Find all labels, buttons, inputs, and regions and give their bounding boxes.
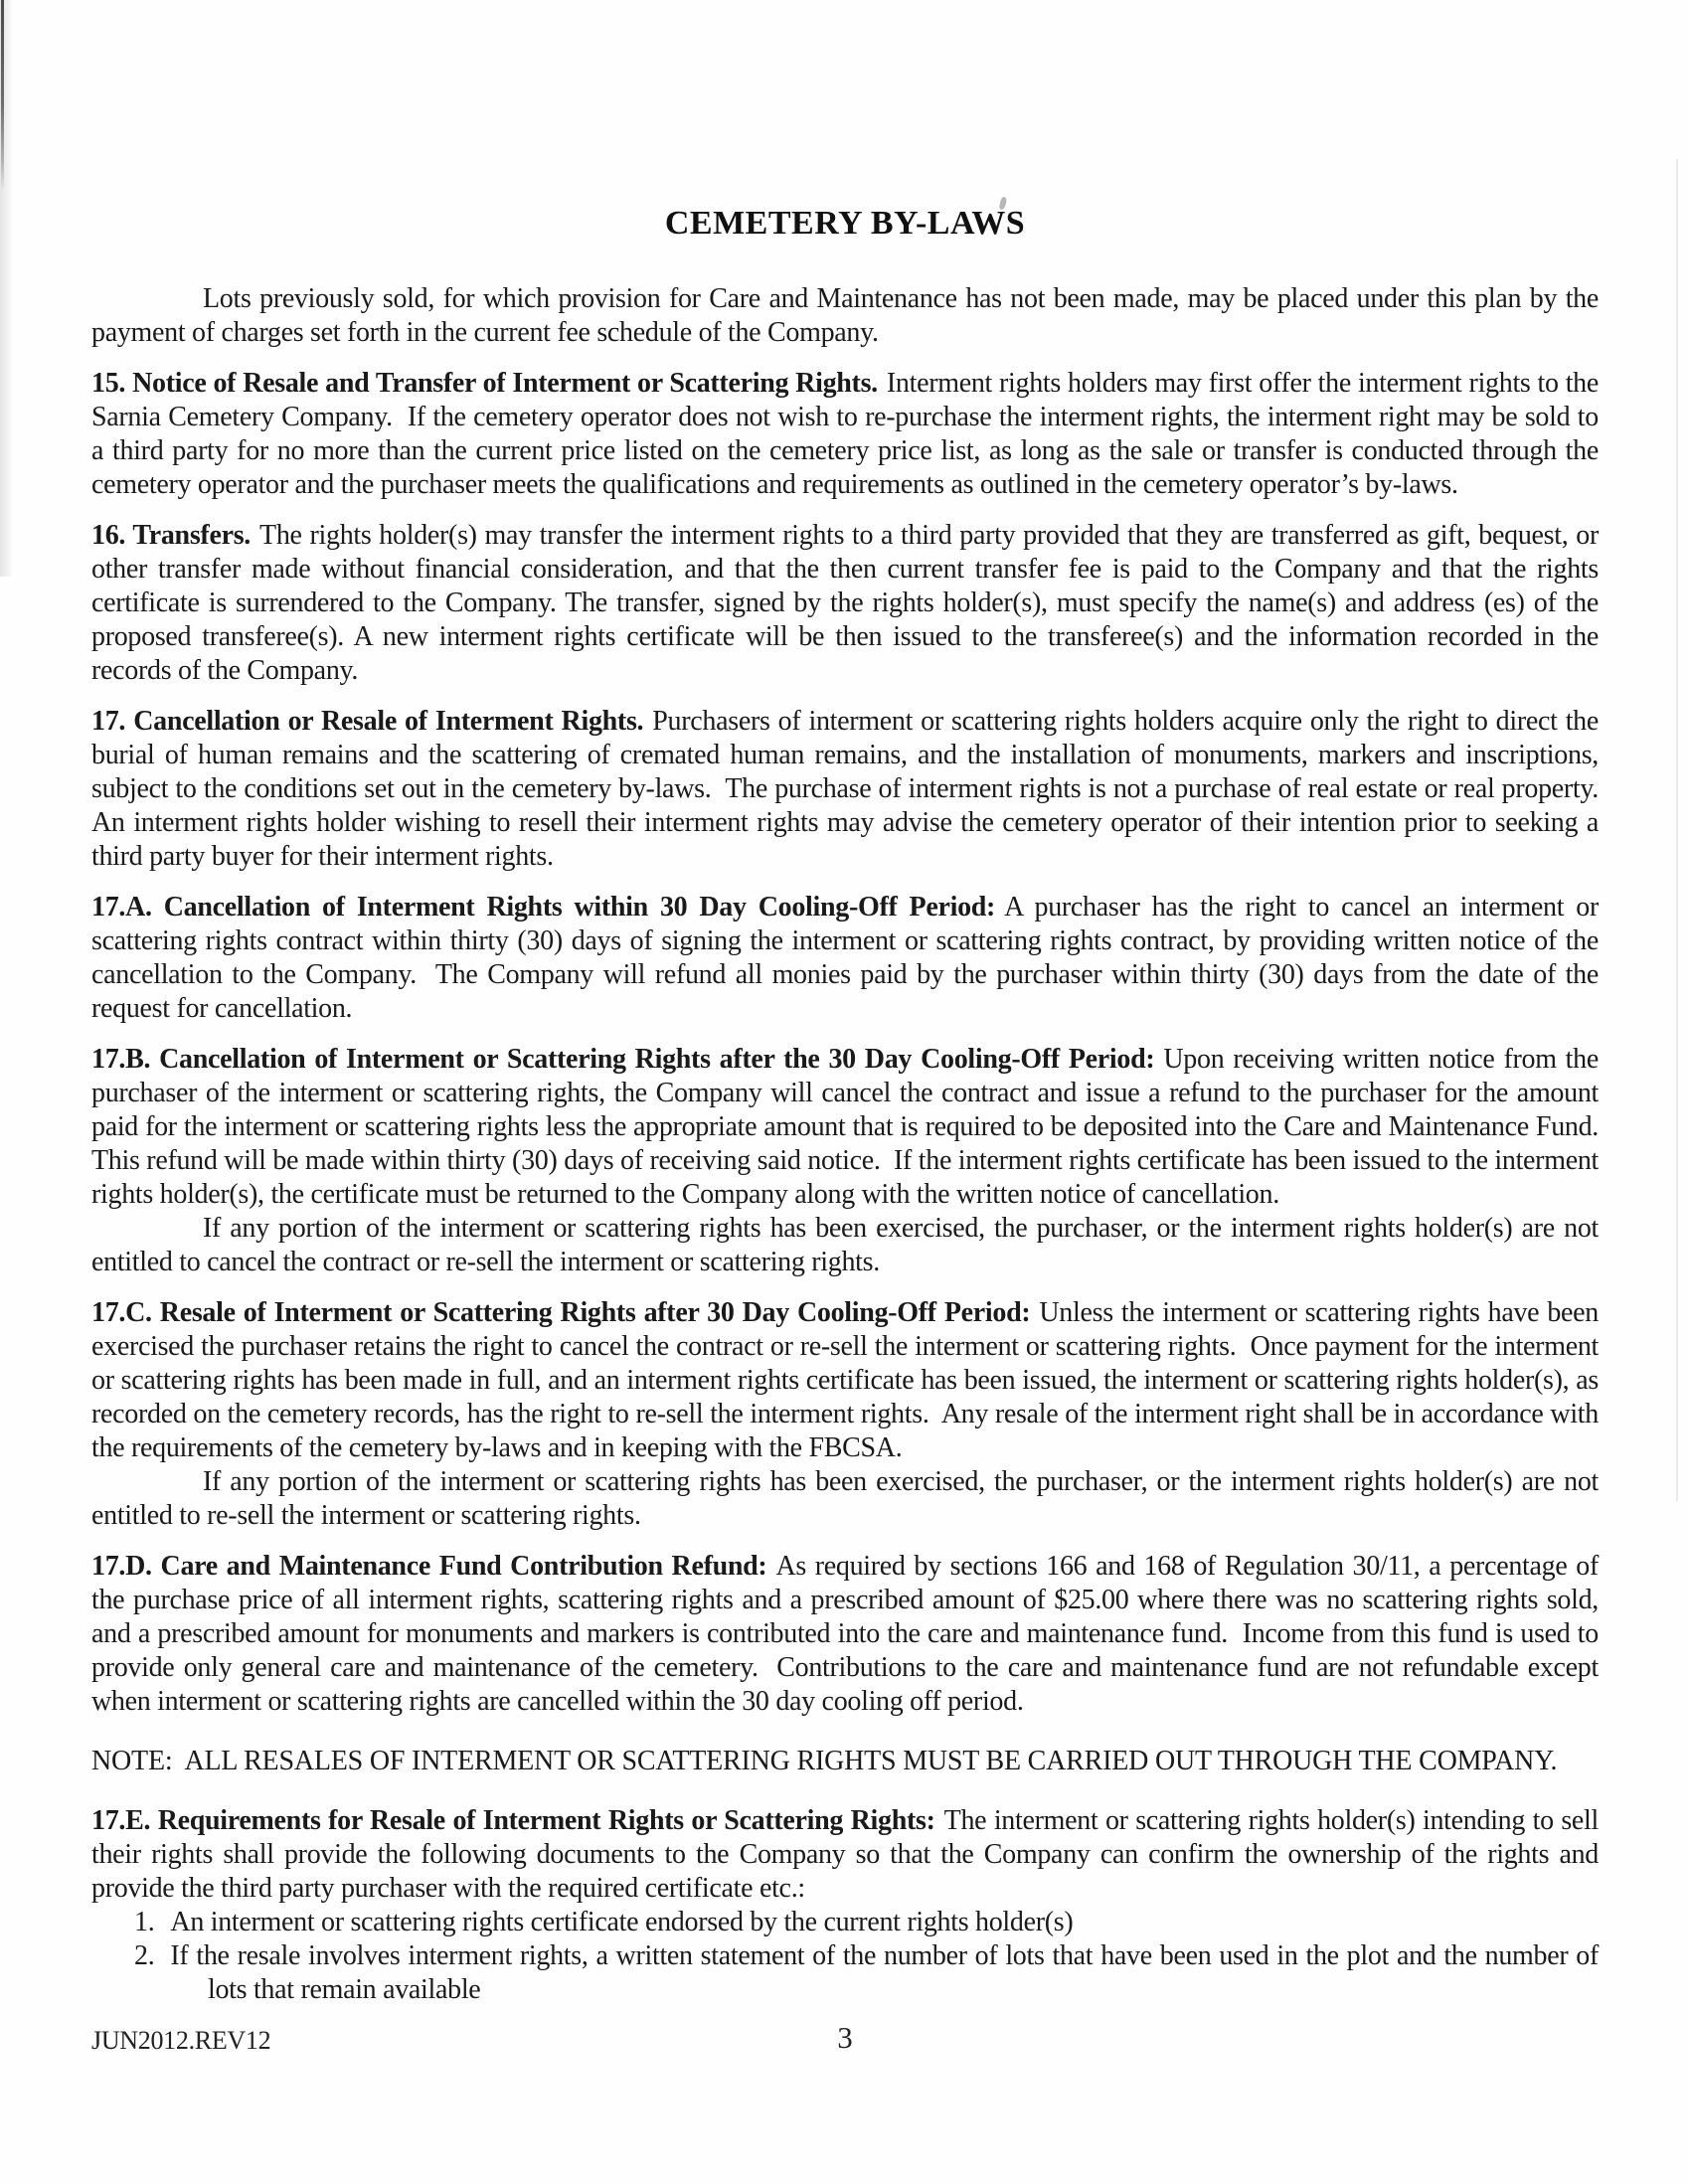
list-item-2: [91, 1939, 1605, 2007]
scan-artifact-right-line: [1676, 159, 1678, 1501]
intro-text: Lots previously sold, for which provision for Care and Maintenance has not been made, may be placed under this plan by the payment of charges set forth in the current fee schedule of the Company.: [91, 283, 1605, 348]
section-17b-body-2: If any portion of the interment or scattering rights has been exercised, the purchaser, or the interment rights holder(s) are not entitled to cancel the contract or re-sell the interment or scattering rights.: [91, 1213, 1605, 1277]
page-footer: [91, 2020, 1599, 2070]
page-title: CEMETERY BY-LAWS: [664, 205, 1026, 242]
section-17b-paragraph-2: [91, 1212, 1605, 1279]
intro-paragraph: [91, 282, 1605, 350]
section-15-body: Interment rights holders may first offer the interment rights to the Sarnia Cemetery Company. If the cemetery operator does not wish to re-purchase the interment rights, the interment right may be sold to a third party for no more than the current price listed on the cemetery price list, as long as the sale or transfer is conducted through the cemetery operator and the purchaser meets the qualifications and requirements as outlined in the cemetery operator’s by-laws.: [91, 368, 1605, 500]
list-item-1-text: An interment or scattering rights certificate endorsed by the current rights holder(s): [170, 1907, 1074, 1937]
list-item-1-number: 1.: [134, 1907, 155, 1937]
section-17c-paragraph: [91, 1296, 1605, 1465]
section-17b-body: Upon receiving written notice from the purchaser of the interment or scattering rights, the Company will cancel the contract and issue a refund to the purchaser for the amount paid for the interment or scattering rights less the appropriate amount that is required to be deposited into the Care and Maintenance Fund. This refund will be made within thirty (30) days of receiving said notice. If the interment rights certificate has been issued to the interment rights holder(s), the certificate must be returned to the Company along with the written notice of cancellation.: [91, 1044, 1612, 1210]
section-17a-heading: 17.A. Cancellation of Interment Rights within 30 Day Cooling-Off Period:: [91, 892, 996, 923]
section-17c-body-2: If any portion of the interment or scattering rights has been exercised, the purchaser, or the interment rights holder(s) are not entitled to re-sell the interment or scattering rights.: [91, 1466, 1605, 1531]
requirements-list: [91, 1906, 1605, 2007]
section-17c-body: Unless the interment or scattering rights have been exercised the purchaser retains the right to cancel the contract or re-sell the interment or scattering rights. Once payment for the interment or scattering rights has been made in full, and an interment rights certificate has been issued, the interment or scattering rights holder(s), as recorded on the cemetery records, has the right to re-sell the interment rights. Any resale of the interment right shall be in accordance with the requirements of the cemetery by-laws and in keeping with the FBCSA.: [91, 1297, 1605, 1463]
section-16-body: The rights holder(s) may transfer the interment rights to a third party provided that they are transferred as gift, bequest, or other transfer made without financial consideration, and that the then current transfer fee is paid to the Company and that the rights certificate is surrendered to the Company. The transfer, signed by the rights holder(s), must specify the name(s) and address (es) of the proposed transferee(s). A new interment rights certificate will be then issued to the transferee(s) and the information recorded in the records of the Company.: [91, 520, 1605, 686]
section-17a-body: A purchaser has the right to cancel an interment or scattering rights contract within thirty (30) days of signing the interment or scattering rights contract, by providing written notice of the cancellation to the Company. The Company will refund all monies paid by the purchaser within thirty (30) days from the date of the request for cancellation.: [91, 892, 1605, 1024]
section-17-body: Purchasers of interment or scattering rights holders acquire only the right to direct the burial of human remains and the scattering of cremated human remains, and the installation of monuments, markers and inscriptions, subject to the conditions set out in the cemetery by-laws. The purchase of interment rights is not a purchase of real estate or real property. An interment rights holder wishing to resell their interment rights may advise the cemetery operator of their intention prior to seeking a third party buyer for their interment rights.: [91, 706, 1612, 872]
section-17d-paragraph: [91, 1550, 1605, 1719]
section-17e-body: The interment or scattering rights holder(s) intending to sell their rights shall provide the following documents to the Company so that the Company can confirm the ownership of the rights and provide the third party purchaser with the required certificate etc.:: [91, 1805, 1605, 1904]
section-16-heading: 16. Transfers.: [91, 520, 252, 551]
note-text: NOTE: ALL RESALES OF INTERMENT OR SCATTERING RIGHTS MUST BE CARRIED OUT THROUGH THE COMPANY.: [91, 1746, 1558, 1776]
section-17c-paragraph-2: [91, 1465, 1605, 1533]
revision-label: JUN2012.REV12: [91, 2026, 271, 2055]
section-17e-heading: 17.E. Requirements for Resale of Interment Rights or Scattering Rights:: [91, 1805, 935, 1836]
list-item-2-number: 2.: [134, 1940, 155, 1971]
section-15-paragraph: [91, 367, 1605, 502]
scan-edge-shadow: [0, 0, 14, 577]
document-body: [91, 205, 1612, 2007]
section-17b-heading: 17.B. Cancellation of Interment or Scattering Rights after the 30 Day Cooling-Off Period:: [91, 1044, 1155, 1075]
list-item-2-text: If the resale involves interment rights, a written statement of the number of lots that have been used in the plot and the number of lots that remain available: [170, 1940, 1605, 2005]
scan-artifact-left-line: [1, 0, 4, 191]
section-16-paragraph: [91, 519, 1605, 688]
list-item-1: [91, 1906, 1599, 1939]
section-17e-paragraph: [91, 1804, 1605, 1906]
section-17-paragraph: [91, 705, 1612, 874]
page-number: 3: [837, 2020, 853, 2055]
note-line: [91, 1745, 1599, 1778]
section-17b-paragraph: [91, 1043, 1612, 1212]
section-17c-heading: 17.C. Resale of Interment or Scattering Rights after 30 Day Cooling-Off Period:: [91, 1297, 1031, 1328]
section-17a-paragraph: [91, 891, 1605, 1026]
section-15-heading: 15. Notice of Resale and Transfer of Interment or Scattering Rights.: [91, 368, 878, 399]
section-17d-heading: 17.D. Care and Maintenance Fund Contribution Refund:: [91, 1551, 767, 1582]
section-17d-body: As required by sections 166 and 168 of Regulation 30/11, a percentage of the purchase price of all interment rights, scattering rights and a prescribed amount of $25.00 where there was no scattering rights sold, and a prescribed amount for monuments and markers is contributed into the care and maintenance fund. Income from this fund is used to provide only general care and maintenance of the cemetery. Contributions to the care and maintenance fund are not refundable except when interment or scattering rights are cancelled within the 30 day cooling off period.: [91, 1551, 1605, 1717]
section-17-heading: 17. Cancellation or Resale of Interment Rights.: [91, 706, 644, 737]
